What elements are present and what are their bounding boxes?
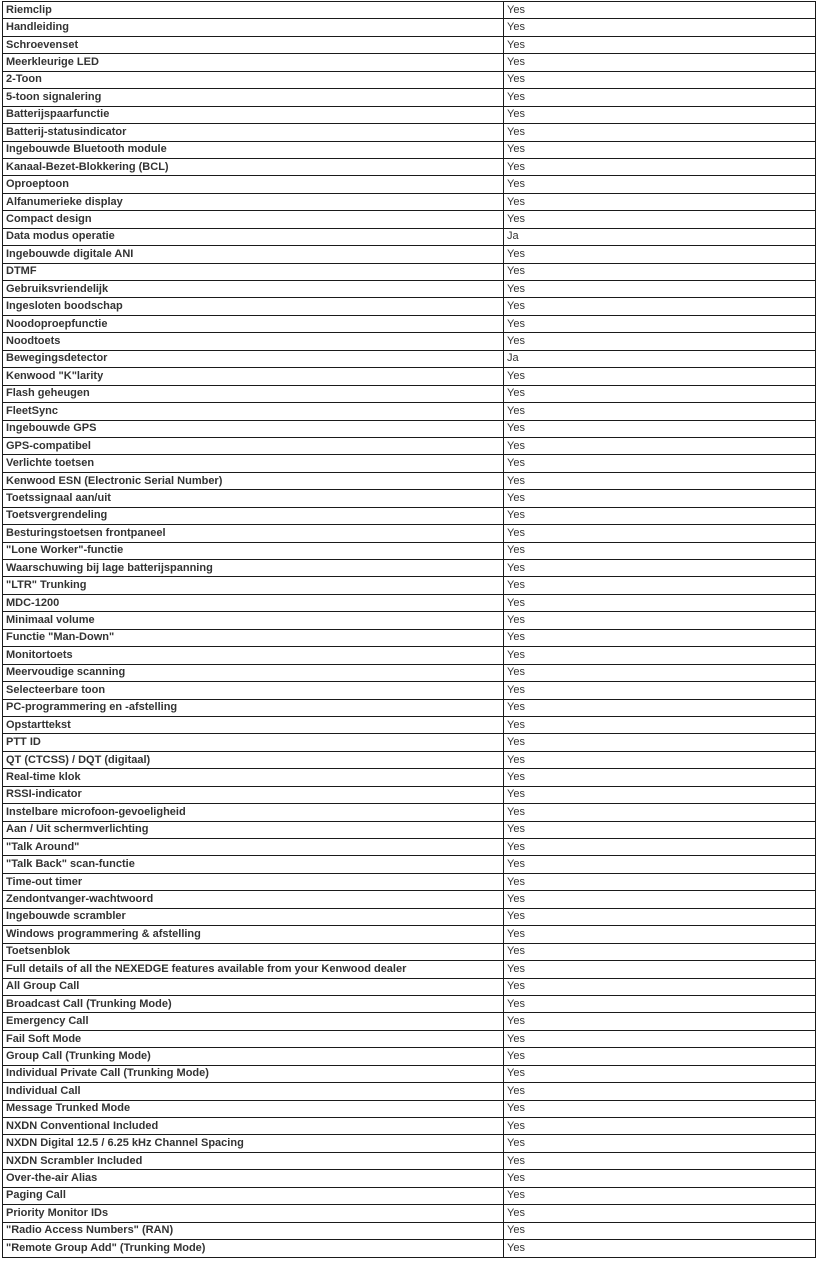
feature-name-cell: Message Trunked Mode xyxy=(3,1100,504,1117)
feature-value-cell: Yes xyxy=(504,1187,816,1204)
feature-value-cell: Yes xyxy=(504,36,816,53)
feature-name-cell: 5-toon signalering xyxy=(3,89,504,106)
feature-value-cell: Yes xyxy=(504,699,816,716)
feature-value-cell: Yes xyxy=(504,54,816,71)
feature-value-cell: Yes xyxy=(504,158,816,175)
feature-name-cell: Real-time klok xyxy=(3,769,504,786)
feature-name-cell: Priority Monitor IDs xyxy=(3,1205,504,1222)
table-row xyxy=(3,1118,816,1135)
feature-value-cell: Yes xyxy=(504,839,816,856)
table-row xyxy=(3,856,816,873)
table-row xyxy=(3,350,816,367)
feature-name-cell: Schroevenset xyxy=(3,36,504,53)
feature-name-cell: "Talk Around" xyxy=(3,839,504,856)
feature-name-cell: Batterijspaarfunctie xyxy=(3,106,504,123)
feature-value-cell: Yes xyxy=(504,769,816,786)
table-row xyxy=(3,246,816,263)
specifications-table-body xyxy=(3,2,816,1258)
table-row xyxy=(3,1135,816,1152)
table-row xyxy=(3,54,816,71)
feature-name-cell: Toetsenblok xyxy=(3,943,504,960)
feature-name-cell: Verlichte toetsen xyxy=(3,455,504,472)
feature-name-cell: Monitortoets xyxy=(3,647,504,664)
table-row xyxy=(3,525,816,542)
table-row xyxy=(3,769,816,786)
feature-value-cell: Yes xyxy=(504,124,816,141)
feature-value-cell: Yes xyxy=(504,961,816,978)
feature-value-cell: Yes xyxy=(504,19,816,36)
table-row xyxy=(3,926,816,943)
feature-value-cell: Yes xyxy=(504,1013,816,1030)
table-row xyxy=(3,699,816,716)
table-row xyxy=(3,1100,816,1117)
table-row xyxy=(3,629,816,646)
feature-name-cell: Functie "Man-Down" xyxy=(3,629,504,646)
feature-value-cell: Yes xyxy=(504,1205,816,1222)
feature-name-cell: Ingebouwde GPS xyxy=(3,420,504,437)
table-row xyxy=(3,891,816,908)
feature-name-cell: NXDN Digital 12.5 / 6.25 kHz Channel Spacing xyxy=(3,1135,504,1152)
feature-name-cell: Over-the-air Alias xyxy=(3,1170,504,1187)
table-row xyxy=(3,315,816,332)
feature-name-cell: Selecteerbare toon xyxy=(3,682,504,699)
feature-name-cell: Individual Private Call (Trunking Mode) xyxy=(3,1065,504,1082)
feature-value-cell: Yes xyxy=(504,1152,816,1169)
table-row xyxy=(3,1187,816,1204)
feature-value-cell: Yes xyxy=(504,1170,816,1187)
table-row xyxy=(3,211,816,228)
table-row xyxy=(3,472,816,489)
feature-value-cell: Yes xyxy=(504,1083,816,1100)
feature-value-cell: Yes xyxy=(504,594,816,611)
feature-name-cell: NXDN Conventional Included xyxy=(3,1118,504,1135)
feature-name-cell: "Lone Worker"-functie xyxy=(3,542,504,559)
feature-name-cell: PTT ID xyxy=(3,734,504,751)
feature-value-cell: Yes xyxy=(504,786,816,803)
feature-value-cell: Yes xyxy=(504,507,816,524)
feature-name-cell: Kanaal-Bezet-Blokkering (BCL) xyxy=(3,158,504,175)
feature-value-cell: Yes xyxy=(504,246,816,263)
feature-name-cell: Toetsvergrendeling xyxy=(3,507,504,524)
table-row xyxy=(3,839,816,856)
feature-name-cell: MDC-1200 xyxy=(3,594,504,611)
table-row xyxy=(3,1205,816,1222)
table-row xyxy=(3,1013,816,1030)
table-row xyxy=(3,1030,816,1047)
feature-value-cell: Yes xyxy=(504,176,816,193)
feature-name-cell: Meerkleurige LED xyxy=(3,54,504,71)
table-row xyxy=(3,873,816,890)
table-row xyxy=(3,176,816,193)
feature-value-cell: Yes xyxy=(504,1100,816,1117)
feature-value-cell: Yes xyxy=(504,315,816,332)
feature-name-cell: Bewegingsdetector xyxy=(3,350,504,367)
table-row xyxy=(3,594,816,611)
feature-name-cell: Fail Soft Mode xyxy=(3,1030,504,1047)
feature-value-cell: Yes xyxy=(504,629,816,646)
table-row xyxy=(3,263,816,280)
table-row xyxy=(3,734,816,751)
feature-value-cell: Yes xyxy=(504,1240,816,1257)
feature-name-cell: Oproeptoon xyxy=(3,176,504,193)
feature-name-cell: Group Call (Trunking Mode) xyxy=(3,1048,504,1065)
feature-value-cell: Yes xyxy=(504,437,816,454)
feature-value-cell: Yes xyxy=(504,1030,816,1047)
feature-name-cell: Batterij-statusindicator xyxy=(3,124,504,141)
table-row xyxy=(3,560,816,577)
feature-name-cell: Toetssignaal aan/uit xyxy=(3,490,504,507)
feature-value-cell: Ja xyxy=(504,228,816,245)
table-row xyxy=(3,106,816,123)
table-row xyxy=(3,490,816,507)
feature-value-cell: Yes xyxy=(504,804,816,821)
feature-value-cell: Yes xyxy=(504,1065,816,1082)
table-row xyxy=(3,682,816,699)
feature-value-cell: Yes xyxy=(504,403,816,420)
table-row xyxy=(3,333,816,350)
table-row xyxy=(3,385,816,402)
feature-name-cell: RSSI-indicator xyxy=(3,786,504,803)
feature-value-cell: Yes xyxy=(504,1135,816,1152)
table-row xyxy=(3,751,816,768)
feature-value-cell: Yes xyxy=(504,682,816,699)
feature-value-cell: Yes xyxy=(504,1048,816,1065)
feature-value-cell: Yes xyxy=(504,211,816,228)
feature-name-cell: Ingesloten boodschap xyxy=(3,298,504,315)
table-row xyxy=(3,1222,816,1239)
table-row xyxy=(3,124,816,141)
table-row xyxy=(3,228,816,245)
feature-value-cell: Yes xyxy=(504,560,816,577)
feature-name-cell: FleetSync xyxy=(3,403,504,420)
feature-name-cell: All Group Call xyxy=(3,978,504,995)
feature-name-cell: Meervoudige scanning xyxy=(3,664,504,681)
feature-value-cell: Yes xyxy=(504,995,816,1012)
table-row xyxy=(3,612,816,629)
feature-name-cell: Data modus operatie xyxy=(3,228,504,245)
table-row xyxy=(3,978,816,995)
feature-value-cell: Yes xyxy=(504,193,816,210)
feature-name-cell: Besturingstoetsen frontpaneel xyxy=(3,525,504,542)
table-row xyxy=(3,455,816,472)
feature-value-cell: Yes xyxy=(504,856,816,873)
feature-value-cell: Yes xyxy=(504,385,816,402)
feature-name-cell: Noodoproepfunctie xyxy=(3,315,504,332)
table-row xyxy=(3,1170,816,1187)
feature-name-cell: Riemclip xyxy=(3,2,504,19)
table-row xyxy=(3,507,816,524)
table-row xyxy=(3,193,816,210)
table-row xyxy=(3,1152,816,1169)
feature-name-cell: Emergency Call xyxy=(3,1013,504,1030)
feature-value-cell: Yes xyxy=(504,263,816,280)
table-row xyxy=(3,1065,816,1082)
feature-value-cell: Yes xyxy=(504,664,816,681)
table-row xyxy=(3,786,816,803)
feature-name-cell: Noodtoets xyxy=(3,333,504,350)
feature-name-cell: Kenwood ESN (Electronic Serial Number) xyxy=(3,472,504,489)
feature-name-cell: Compact design xyxy=(3,211,504,228)
feature-value-cell: Yes xyxy=(504,908,816,925)
feature-name-cell: QT (CTCSS) / DQT (digitaal) xyxy=(3,751,504,768)
feature-value-cell: Yes xyxy=(504,106,816,123)
table-row xyxy=(3,437,816,454)
table-row xyxy=(3,420,816,437)
feature-value-cell: Yes xyxy=(504,455,816,472)
table-row xyxy=(3,577,816,594)
feature-name-cell: Waarschuwing bij lage batterijspanning xyxy=(3,560,504,577)
feature-name-cell: Time-out timer xyxy=(3,873,504,890)
specifications-table xyxy=(2,1,816,1258)
feature-name-cell: Paging Call xyxy=(3,1187,504,1204)
feature-name-cell: Aan / Uit schermverlichting xyxy=(3,821,504,838)
feature-value-cell: Yes xyxy=(504,751,816,768)
table-row xyxy=(3,141,816,158)
feature-value-cell: Yes xyxy=(504,71,816,88)
table-row xyxy=(3,647,816,664)
feature-name-cell: Ingebouwde scrambler xyxy=(3,908,504,925)
feature-name-cell: Minimaal volume xyxy=(3,612,504,629)
table-row xyxy=(3,403,816,420)
feature-name-cell: "Radio Access Numbers" (RAN) xyxy=(3,1222,504,1239)
feature-value-cell: Yes xyxy=(504,368,816,385)
feature-name-cell: 2-Toon xyxy=(3,71,504,88)
feature-name-cell: GPS-compatibel xyxy=(3,437,504,454)
feature-value-cell: Yes xyxy=(504,141,816,158)
table-row xyxy=(3,908,816,925)
feature-value-cell: Yes xyxy=(504,821,816,838)
feature-value-cell: Yes xyxy=(504,281,816,298)
feature-value-cell: Yes xyxy=(504,1222,816,1239)
feature-value-cell: Yes xyxy=(504,873,816,890)
feature-name-cell: Kenwood "K"larity xyxy=(3,368,504,385)
feature-value-cell: Yes xyxy=(504,472,816,489)
feature-name-cell: Gebruiksvriendelijk xyxy=(3,281,504,298)
table-row xyxy=(3,2,816,19)
feature-name-cell: PC-programmering en -afstelling xyxy=(3,699,504,716)
table-row xyxy=(3,716,816,733)
feature-value-cell: Yes xyxy=(504,647,816,664)
feature-name-cell: Zendontvanger-wachtwoord xyxy=(3,891,504,908)
table-row xyxy=(3,1240,816,1257)
feature-value-cell: Yes xyxy=(504,891,816,908)
table-row xyxy=(3,281,816,298)
feature-value-cell: Yes xyxy=(504,1118,816,1135)
table-row xyxy=(3,1048,816,1065)
feature-name-cell: Ingebouwde Bluetooth module xyxy=(3,141,504,158)
feature-value-cell: Ja xyxy=(504,350,816,367)
feature-value-cell: Yes xyxy=(504,716,816,733)
table-row xyxy=(3,1083,816,1100)
feature-name-cell: Flash geheugen xyxy=(3,385,504,402)
table-row xyxy=(3,368,816,385)
feature-value-cell: Yes xyxy=(504,2,816,19)
feature-value-cell: Yes xyxy=(504,298,816,315)
feature-name-cell: "Talk Back" scan-functie xyxy=(3,856,504,873)
feature-name-cell: "LTR" Trunking xyxy=(3,577,504,594)
feature-name-cell: DTMF xyxy=(3,263,504,280)
table-row xyxy=(3,821,816,838)
feature-value-cell: Yes xyxy=(504,542,816,559)
feature-value-cell: Yes xyxy=(504,978,816,995)
feature-name-cell: Windows programmering & afstelling xyxy=(3,926,504,943)
feature-name-cell: Broadcast Call (Trunking Mode) xyxy=(3,995,504,1012)
feature-name-cell: Instelbare microfoon-gevoeligheid xyxy=(3,804,504,821)
table-row xyxy=(3,542,816,559)
feature-value-cell: Yes xyxy=(504,943,816,960)
table-row xyxy=(3,71,816,88)
table-row xyxy=(3,19,816,36)
feature-name-cell: Full details of all the NEXEDGE features available from your Kenwood dealer xyxy=(3,961,504,978)
feature-value-cell: Yes xyxy=(504,734,816,751)
feature-name-cell: NXDN Scrambler Included xyxy=(3,1152,504,1169)
table-row xyxy=(3,943,816,960)
feature-name-cell: Opstarttekst xyxy=(3,716,504,733)
feature-name-cell: Ingebouwde digitale ANI xyxy=(3,246,504,263)
feature-value-cell: Yes xyxy=(504,577,816,594)
feature-name-cell: "Remote Group Add" (Trunking Mode) xyxy=(3,1240,504,1257)
feature-name-cell: Handleiding xyxy=(3,19,504,36)
feature-value-cell: Yes xyxy=(504,333,816,350)
table-row xyxy=(3,298,816,315)
feature-value-cell: Yes xyxy=(504,525,816,542)
table-row xyxy=(3,158,816,175)
table-row xyxy=(3,664,816,681)
table-row xyxy=(3,961,816,978)
feature-value-cell: Yes xyxy=(504,89,816,106)
feature-value-cell: Yes xyxy=(504,490,816,507)
feature-name-cell: Individual Call xyxy=(3,1083,504,1100)
table-row xyxy=(3,36,816,53)
feature-value-cell: Yes xyxy=(504,612,816,629)
feature-name-cell: Alfanumerieke display xyxy=(3,193,504,210)
table-row xyxy=(3,89,816,106)
table-row xyxy=(3,995,816,1012)
feature-value-cell: Yes xyxy=(504,926,816,943)
feature-value-cell: Yes xyxy=(504,420,816,437)
table-row xyxy=(3,804,816,821)
